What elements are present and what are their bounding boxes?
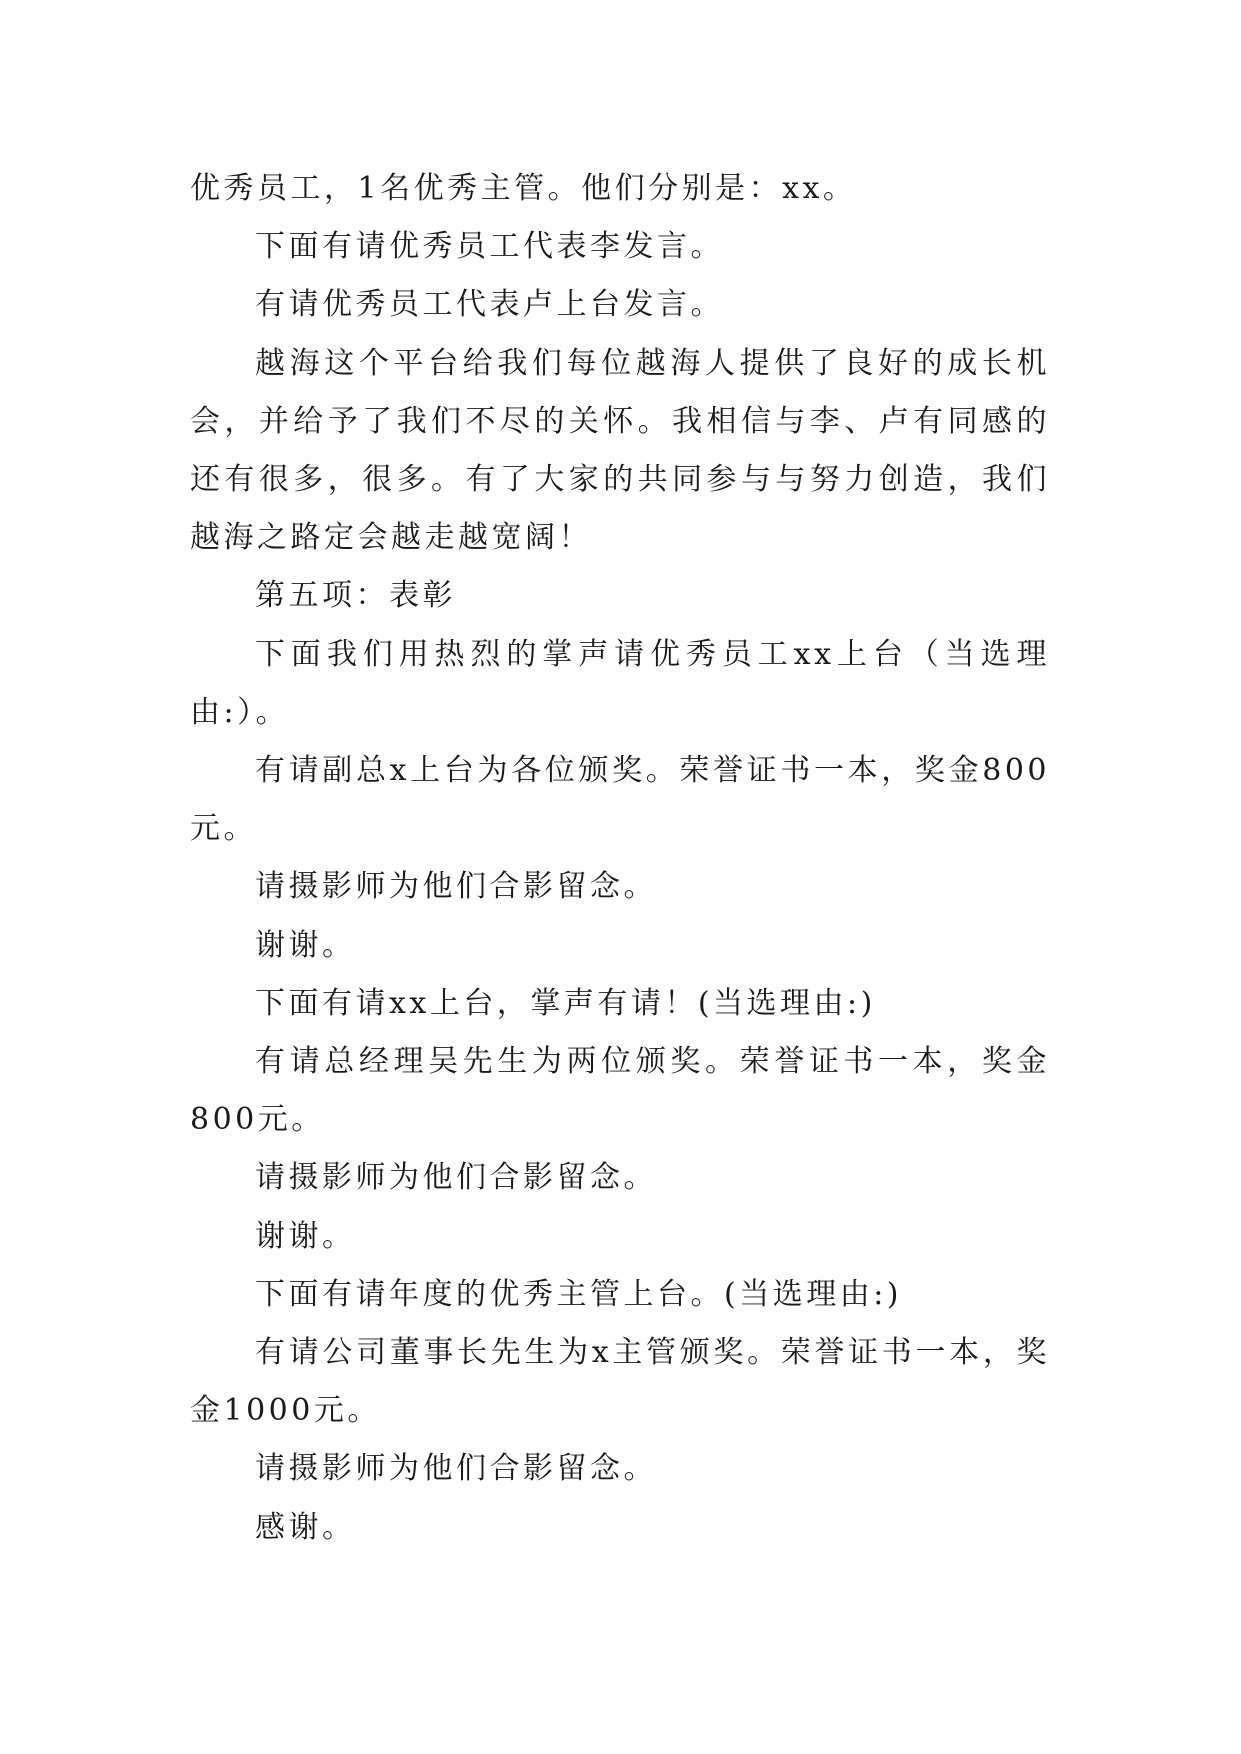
paragraph-10: 下面有请xx上台，掌声有请！(当选理由:) [255, 985, 876, 1021]
paragraph-8: 请摄影师为他们合影留念。 [255, 869, 657, 905]
paragraph-1: 优秀员工，1名优秀主管。他们分别是：xx。 [190, 171, 857, 206]
paragraph-6: 下面我们用热烈的掌声请优秀员工xx上台（当选理由:）。 [190, 636, 1050, 730]
paragraph-4: 越海这个平台给我们每位越海人提供了良好的成长机会，并给予了我们不尽的关怀。我相信与李、卢有同感的还有很多，很多。有了大家的共同参与与努力创造，我们越海之路定会越走越宽阔！ [190, 345, 1050, 556]
paragraph-17: 感谢。 [255, 1509, 356, 1545]
paragraph-11: 有请总经理吴先生为两位颁奖。荣誉证书一本，奖金800元。 [190, 1044, 1050, 1138]
paragraph-9: 谢谢。 [255, 927, 356, 963]
paragraph-16: 请摄影师为他们合影留念。 [255, 1451, 657, 1487]
paragraph-2: 下面有请优秀员工代表李发言。 [255, 229, 724, 265]
paragraph-13: 谢谢。 [255, 1218, 356, 1254]
paragraph-7: 有请副总x上台为各位颁奖。荣誉证书一本，奖金800元。 [190, 753, 1050, 847]
paragraph-5: 第五项：表彰 [255, 578, 456, 614]
paragraph-15: 有请公司董事长先生为x主管颁奖。荣誉证书一本，奖金1000元。 [190, 1335, 1050, 1429]
paragraph-3: 有请优秀员工代表卢上台发言。 [255, 287, 724, 323]
document-body [190, 160, 1050, 1557]
paragraph-14: 下面有请年度的优秀主管上台。(当选理由:) [255, 1276, 903, 1312]
paragraph-12: 请摄影师为他们合影留念。 [255, 1160, 657, 1196]
